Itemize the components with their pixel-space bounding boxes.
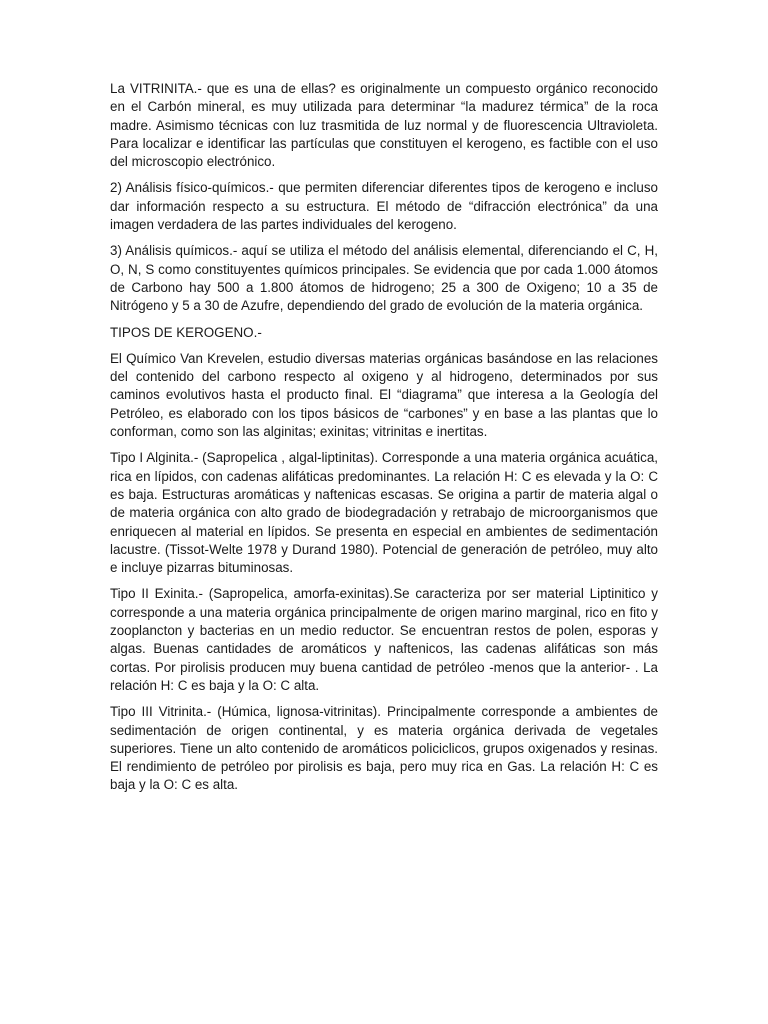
section-heading-tipos-de-kerogeno: TIPOS DE KEROGENO.- — [110, 324, 262, 340]
paragraph-tipo-iii-vitrinita: Tipo III Vitrinita.- (Húmica, lignosa-vitrinitas). Principalmente corresponde a ambientes de sedimentación de origen continental, y es materia orgánica derivada de vegetales superiores. Tiene un alto contenido de aromáticos policiclicos, grupos oxigenados y resinas. El rendimiento de petróleo por pirolisis es baja, pero muy rica en Gas. La relación H: C es baja y la O: C es alta. — [110, 704, 658, 793]
paragraph-vitrinita: La VITRINITA.- que es una de ellas? es originalmente un compuesto orgánico reconocido en el Carbón mineral, es muy utilizada para determinar “la madurez térmica” de la roca madre. Asimismo técnicas con luz trasmitida de luz normal y de fluorescencia Ultravioleta. Para localizar e identificar las partículas que constituyen el kerogeno, es factible con el uso del microscopio electrónico. — [110, 81, 658, 170]
paragraph-tipo-ii-exinita: Tipo II Exinita.- (Sapropelica, amorfa-exinitas).Se caracteriza por ser material Liptinitico y corresponde a una materia orgánica principalmente de origen marino marginal, rico en fito y zooplancton y bacterias en un medio reductor. Se encuentran restos de polen, esporas y algas. Buenas cantidades de aromáticos y naftenicos, las cadenas alifáticas son más cortas. Por pirolisis producen muy buena cantidad de petróleo -menos que la anterior- . La relación H: C es baja y la O: C alta. — [110, 586, 658, 693]
paragraph-tipo-i-alginita: Tipo I Alginita.- (Sapropelica , algal-liptinitas). Corresponde a una materia orgánica acuática, rica en lípidos, con cadenas alifáticas predominantes. La relación H: C es elevada y la O: C es baja. Estructuras aromáticas y naftenicas escasas. Se origina a partir de materia algal o de materia orgánica con alto grado de biodegradación y retrabajo de microorganismos que enriquecen al material en lípidos. Se presenta en especial en ambientes de sedimentación lacustre. (Tissot-Welte 1978 y Durand 1980). Potencial de generación de petróleo, muy alto e incluye pizarras bituminosas. — [110, 450, 658, 576]
paragraph-analisis-fisico-quimicos: 2) Análisis físico-químicos.- que permiten diferenciar diferentes tipos de kerogeno e incluso dar información respecto a su estructura. El método de “difracción electrónica” da una imagen verdadera de las partes individuales del kerogeno. — [110, 180, 658, 233]
paragraph-analisis-quimicos: 3) Análisis químicos.- aquí se utiliza el método del análisis elemental, diferenciando el C, H, O, N, S como constituyentes químicos principales. Se evidencia que por cada 1.000 átomos de Carbono hay 500 a 1.800 átomos de hidrogeno; 25 a 300 de Oxigeno; 10 a 35 de Nitrógeno y 5 a 30 de Azufre, dependiendo del grado de evolución de la materia orgánica. — [110, 243, 658, 314]
paragraph-van-krevelen: El Químico Van Krevelen, estudio diversas materias orgánicas basándose en las relaciones del contenido del carbono respecto al oxigeno y al hidrogeno, determinados por sus caminos evolutivos hasta el producto final. El “diagrama” que interesa a la Geología del Petróleo, es elaborado con los tipos básicos de “carbones” y en base a las plantas que lo conforman, como son las alginitas; exinitas; vitrinitas e inertitas. — [110, 350, 658, 440]
document-page — [110, 80, 658, 803]
